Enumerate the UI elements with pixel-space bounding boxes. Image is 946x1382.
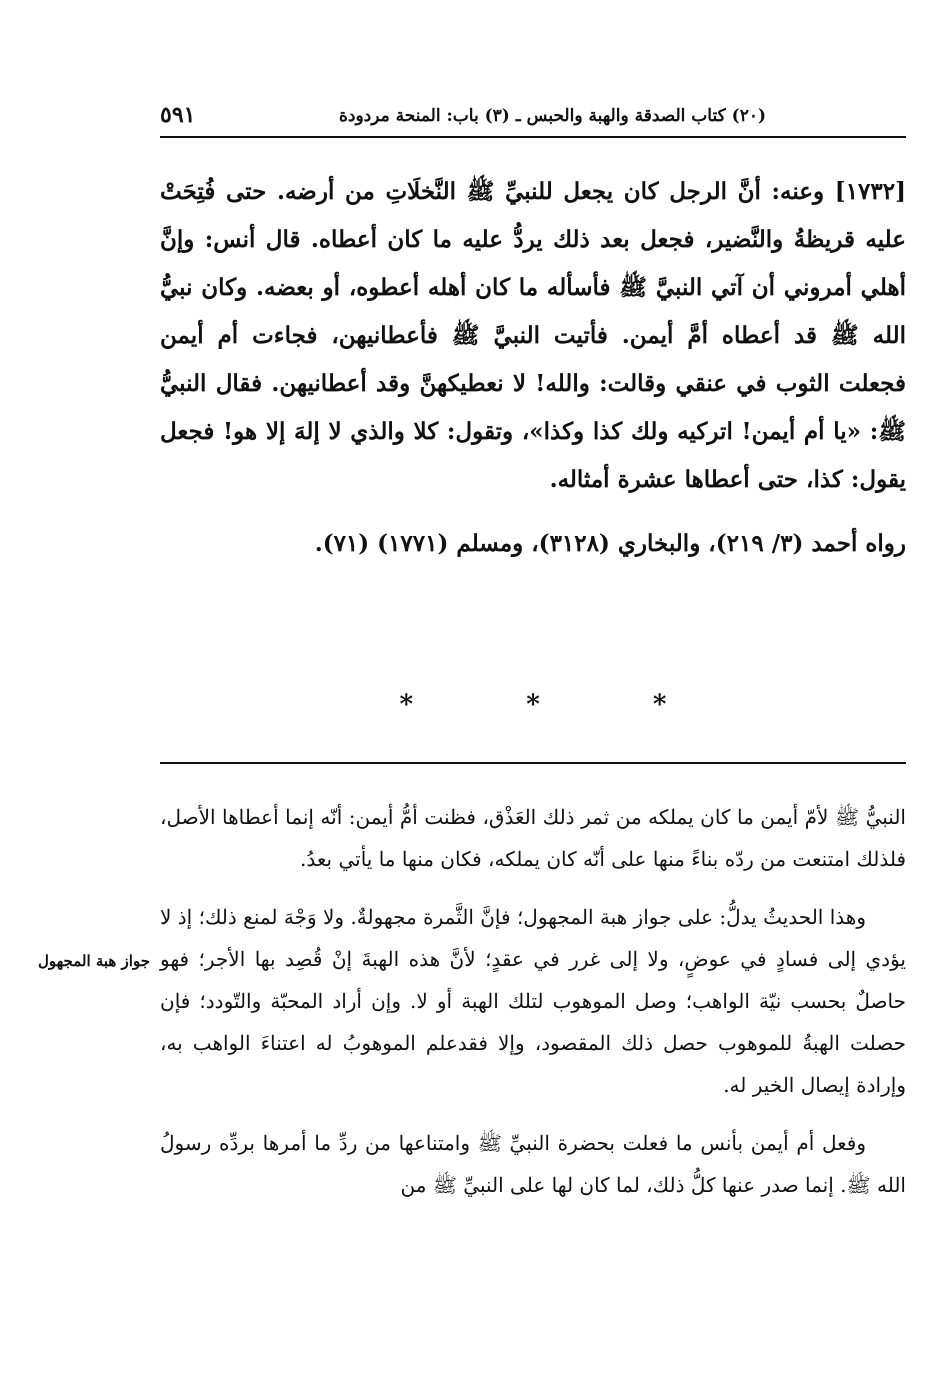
margin-note: جواز هبة المجهول	[37, 952, 150, 970]
commentary-paragraph: وفعل أم أيمن بأنس ما فعلت بحضرة النبيِّ ﷺ وامتناعها من ردِّ ما أمرها بردِّه رسولُ الله ﷺ. إنما صدر عنها كلُّ ذلك، لما كان لها على النبيِّ ﷺ من	[160, 1131, 906, 1197]
hadith-paragraph	[160, 168, 906, 504]
hadith-number: [١٧٣٢]	[834, 178, 906, 205]
main-text	[160, 168, 906, 568]
running-title: (٢٠) كتاب الصدقة والهبة والحبس ـ (٣) باب: المنحة مردودة	[338, 106, 766, 126]
commentary-paragraph: النبيُّ ﷺ لأمّ أيمن ما كان يملكه من ثمر ذلك العَذْق، فظنت أمُّ أيمن: أنّه إنما أعطاها الأصل، فلذلك امتنعت من ردّه بناءً منها على أنّه كان يملكه، فكان منها ما يأتي بعدُ.	[160, 805, 906, 871]
commentary	[160, 796, 906, 1222]
hadith-source: رواه أحمد (٣/ ٢١٩)، والبخاري (٣١٢٨)، ومسلم (١٧٧١) (٧١).	[314, 530, 906, 557]
hadith-text: وعنه: أنَّ الرجل كان يجعل للنبيِّ ﷺ النَّخلَاتِ من أرضه. حتى فُتِحَتْ عليه قريظةُ والنَّضير، فجعل بعد ذلك يردُّ عليه ما كان أعطاه. قال أنس: وإنَّ أهلي أمروني أن آتي النبيَّ ﷺ فأسأله ما كان أهله أعطوه، أو بعضه. وكان نبيُّ الله ﷺ قد أعطاه أمَّ أيمن. فأتيت النبيَّ ﷺ فأعطانيهن، فجاءت أم أيمن فجعلت الثوب في عنقي وقالت: والله! لا نعطيكهنَّ وقد أعطانيهن. فقال النبيُّ ﷺ: «يا أم أيمن! اتركيه ولك كذا وكذا»، وتقول: كلا والذي لا إلهَ إلا هو! فجعل يقول: كذا، حتى أعطاها عشرة أمثاله.	[160, 178, 906, 493]
section-separator: * * *	[399, 690, 719, 720]
page-header	[160, 96, 906, 138]
commentary-paragraph: وهذا الحديثُ يدلُّ: على جواز هبة المجهول؛ فإنَّ الثَّمرة مجهولةٌ. ولا وَجْهَ لمنع ذلك؛ إذ لا يؤدي إلى فسادٍ في عوضٍ، ولا إلى غرر في عقدٍ؛ لأنَّ هذه الهبةَ إنْ قُصِد بها الأجر؛ فهو حاصلٌ بحسب نيّة الواهب؛ وصل الموهوب لتلك الهبة أو لا. وإن أراد المحبّة والتّودد؛ فإن حصلت الهبةُ للموهوب حصل ذلك المقصود، وإلا فقدعلم الموهوبُ له اعتناءَ الواهب به، وإرادة إيصال الخير له.	[160, 905, 906, 1097]
page-number: ٥٩١	[160, 102, 196, 128]
footnote-divider	[160, 762, 906, 764]
book-page	[160, 96, 906, 1336]
